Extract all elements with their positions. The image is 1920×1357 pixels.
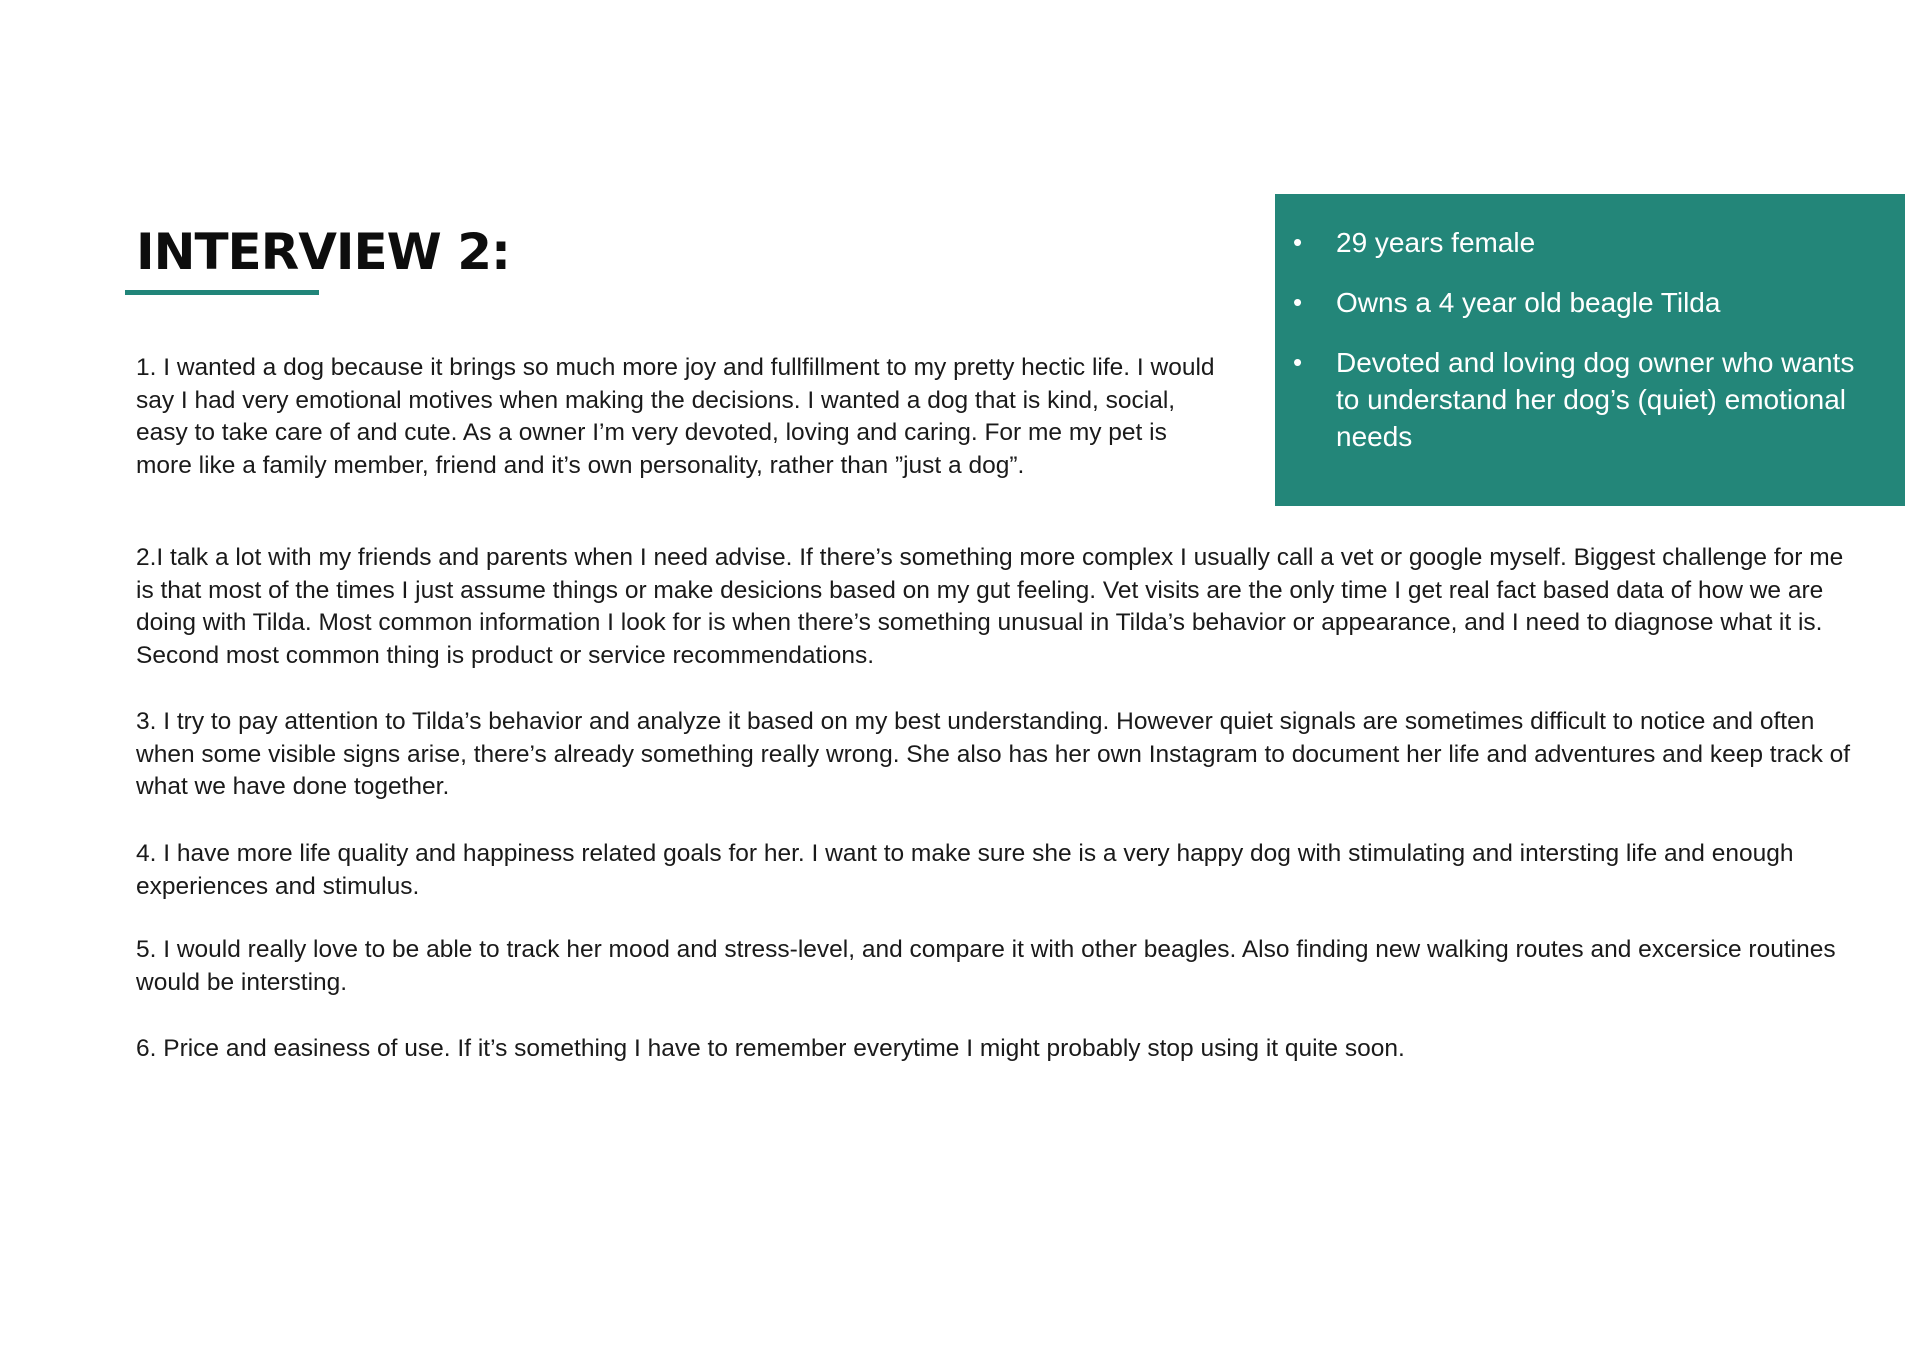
profile-item-text: Owns a 4 year old beagle Tilda	[1336, 287, 1721, 318]
title-underline	[125, 290, 319, 295]
profile-item-text: 29 years female	[1336, 227, 1536, 258]
page-title: INTERVIEW 2:	[136, 223, 511, 281]
answer-2: 2.I talk a lot with my friends and parents when I need advise. If there’s something more complex I usually call a vet or google myself. Biggest challenge for me is that most of the times I just assume things or make desicions based on my gut feeling. Vet visits are the only time I get real fact based data of how we are doing with Tilda. Most common information I look for is when there’s something unusual in Tilda’s behavior or appearance, and I need to diagnose what it is. Second most common thing is product or service recommendations.	[136, 544, 1844, 669]
profile-box	[1275, 194, 1905, 506]
profile-list	[1275, 224, 1875, 455]
profile-item	[1275, 284, 1875, 321]
bullet-icon: •	[1293, 287, 1303, 317]
answer-1: 1. I wanted a dog because it brings so much more joy and fullfillment to my pretty hectic life. I would say I had very emotional motives when making the decisions. I wanted a dog that is kind, social, easy to take care of and cute. As a owner I’m very devoted, loving and caring. For me my pet is more like a family member, friend and it’s own personality, rather than ”just a dog”.	[136, 354, 1215, 479]
answer-5: 5. I would really love to be able to track her mood and stress-level, and compare it with other beagles. Also finding new walking routes and excersice routines would be intersting.	[136, 936, 1836, 996]
bullet-icon: •	[1293, 347, 1303, 377]
answer-4: 4. I have more life quality and happiness related goals for her. I want to make sure she is a very happy dog with stimulating and intersting life and enough experiences and stimulus.	[136, 840, 1794, 900]
bullet-icon: •	[1293, 227, 1303, 257]
profile-item	[1275, 224, 1875, 261]
profile-item-text: Devoted and loving dog owner who wants to understand her dog’s (quiet) emotional needs	[1336, 347, 1855, 452]
answer-3: 3. I try to pay attention to Tilda’s behavior and analyze it based on my best understanding. However quiet signals are sometimes difficult to notice and often when some visible signs arise, there’s already something really wrong. She also has her own Instagram to document her life and adventures and keep track of what we have done together.	[136, 708, 1851, 800]
profile-item	[1275, 344, 1875, 455]
answer-6: 6. Price and easiness of use. If it’s something I have to remember everytime I might probably stop using it quite soon.	[136, 1035, 1405, 1062]
